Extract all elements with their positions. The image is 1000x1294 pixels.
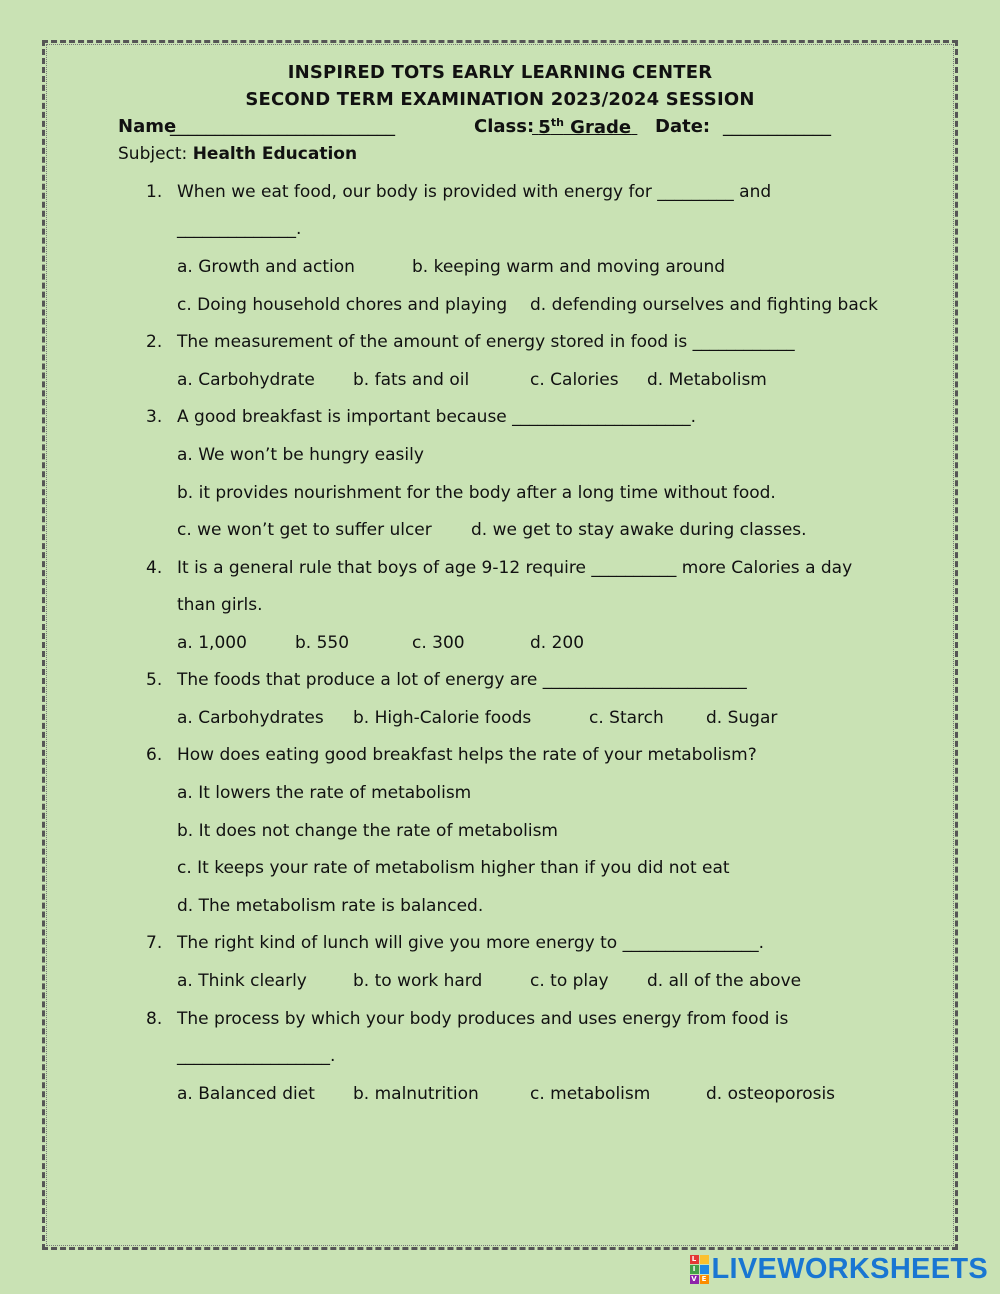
logo-block (700, 1265, 709, 1274)
q4-text: It is a general rule that boys of age 9-12 require __________ more Calories a day (177, 558, 853, 578)
q7-option-c[interactable]: c. to play (530, 971, 609, 991)
logo-blocks-icon (690, 1255, 709, 1284)
logo-block: V (691, 1274, 697, 1283)
q4-number: 4. (146, 558, 163, 578)
q3-option-a[interactable]: a. We won’t be hungry easily (177, 445, 424, 465)
q5-text: The foods that produce a lot of energy are ________________________ (177, 670, 747, 690)
q6-text: How does eating good breakfast helps the rate of your metabolism? (177, 745, 757, 765)
q2-option-a[interactable]: a. Carbohydrate (177, 370, 315, 390)
class-suffix: th (550, 116, 564, 129)
logo-block: I (690, 1265, 699, 1274)
q1-option-c[interactable]: c. Doing household chores and playing (177, 295, 508, 315)
q6-option-a[interactable]: a. It lowers the rate of metabolism (177, 783, 472, 803)
logo-text: LIVEWORKSHEETS (711, 1252, 988, 1285)
q8-text-cont: __________________. (177, 1046, 336, 1066)
q1-text-cont: ______________. (177, 219, 302, 239)
q8-option-b[interactable]: b. malnutrition (353, 1084, 479, 1104)
q4-option-b[interactable]: b. 550 (295, 633, 350, 653)
q2-option-d[interactable]: d. Metabolism (647, 370, 767, 390)
q1-option-a[interactable]: a. Growth and action (177, 257, 355, 277)
q2-text: The measurement of the amount of energy stored in food is ____________ (177, 332, 795, 352)
q7-number: 7. (146, 933, 163, 953)
q1-option-b[interactable]: b. keeping warm and moving around (412, 257, 726, 277)
q2-number: 2. (146, 332, 163, 352)
class-number: 5 (538, 117, 551, 138)
q3-option-c[interactable]: c. we won’t get to suffer ulcer (177, 520, 432, 540)
q3-text: A good breakfast is important because _____________________. (177, 407, 697, 427)
q8-option-a[interactable]: a. Balanced diet (177, 1084, 315, 1104)
q5-option-d[interactable]: d. Sugar (706, 708, 778, 728)
name-blank[interactable]: _________________________ (170, 116, 395, 137)
q7-option-b[interactable]: b. to work hard (353, 971, 483, 991)
q7-option-d[interactable]: d. all of the above (647, 971, 802, 991)
school-title: INSPIRED TOTS EARLY LEARNING CENTER (287, 62, 713, 83)
date-blank[interactable]: ____________ (723, 116, 831, 137)
q7-text: The right kind of lunch will give you more energy to ________________. (177, 933, 764, 953)
q1-option-d[interactable]: d. defending ourselves and fighting back (530, 295, 878, 315)
q6-option-d[interactable]: d. The metabolism rate is balanced. (177, 896, 484, 916)
subject-line (118, 144, 357, 164)
class-value (532, 116, 637, 138)
q8-text: The process by which your body produces and uses energy from food is (177, 1009, 789, 1029)
q6-number: 6. (146, 745, 163, 765)
exam-title: SECOND TERM EXAMINATION 2023/2024 SESSION (245, 89, 755, 110)
q5-option-a[interactable]: a. Carbohydrates (177, 708, 324, 728)
subject-label: Subject: (118, 144, 188, 164)
q6-option-b[interactable]: b. It does not change the rate of metabolism (177, 821, 558, 841)
q4-option-c[interactable]: c. 300 (412, 633, 465, 653)
q3-option-b[interactable]: b. it provides nourishment for the body after a long time without food. (177, 483, 776, 503)
q5-option-c[interactable]: c. Starch (589, 708, 664, 728)
q6-option-c[interactable]: c. It keeps your rate of metabolism higher than if you did not eat (177, 858, 730, 878)
class-grade: Grade (563, 117, 632, 138)
q7-option-a[interactable]: a. Think clearly (177, 971, 307, 991)
q8-option-d[interactable]: d. osteoporosis (706, 1084, 836, 1104)
q2-option-c[interactable]: c. Calories (530, 370, 619, 390)
q5-number: 5. (146, 670, 163, 690)
q4-text-cont: than girls. (177, 595, 263, 615)
q1-number: 1. (146, 182, 163, 202)
liveworksheets-logo (690, 1254, 989, 1284)
q3-number: 3. (146, 407, 163, 427)
q8-option-c[interactable]: c. metabolism (530, 1084, 651, 1104)
q2-option-b[interactable]: b. fats and oil (353, 370, 470, 390)
subject-value: Health Education (192, 144, 358, 164)
class-label: Class: (474, 116, 535, 137)
logo-block (700, 1255, 709, 1264)
date-label: Date: (655, 116, 711, 137)
q4-option-a[interactable]: a. 1,000 (177, 633, 247, 653)
q5-option-b[interactable]: b. High-Calorie foods (353, 708, 532, 728)
logo-block: E (700, 1275, 709, 1284)
q3-option-d[interactable]: d. we get to stay awake during classes. (471, 520, 807, 540)
q8-number: 8. (146, 1009, 163, 1029)
logo-block: L (690, 1255, 699, 1264)
name-label: Name (118, 116, 177, 137)
q4-option-d[interactable]: d. 200 (530, 633, 585, 653)
q1-text: When we eat food, our body is provided with energy for _________ and (177, 182, 772, 202)
